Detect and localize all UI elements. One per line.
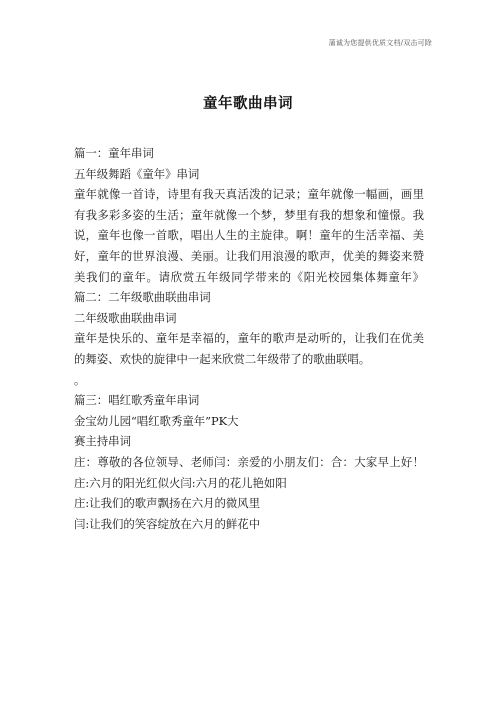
subheading: 金宝幼儿园“唱红歌秀童年”PK大 — [74, 413, 239, 428]
dialogue-line: 庄:让我们的歌声飘扬在六月的微风里 — [74, 496, 261, 511]
document-title: 童年歌曲串词 — [203, 96, 293, 112]
subheading: 二年级歌曲联曲串词 — [74, 310, 177, 325]
document-body — [74, 143, 424, 534]
paragraph-line: 童年就像一首诗，诗里有我天真活泼的记录；童年就像一幅画，画里 — [74, 187, 424, 202]
paragraph-line: 美我们的童年。请欣赏五年级同学带来的《阳光校园集体舞童年》 — [74, 269, 424, 284]
subheading: 赛主持串词 — [74, 434, 131, 449]
section-heading-1: 篇一：童年串词 — [74, 146, 154, 160]
paragraph-line: 有我多彩多姿的生活；童年就像一个梦，梦里有我的想象和憧憬。我 — [74, 207, 424, 222]
dialogue-line: 庄:六月的阳光红似火闫:六月的花儿艳如阳 — [74, 475, 287, 490]
paragraph-line: 好，童年的世界浪漫、美丽。让我们用浪漫的歌声，优美的舞姿来赞 — [74, 248, 424, 263]
subheading: 五年级舞蹈《童年》串词 — [74, 166, 200, 181]
section-heading-2: 篇二：二年级歌曲联曲串词 — [74, 290, 211, 305]
paragraph-line: 说，童年也像一首歌，唱出人生的主旋律。啊！童年的生活幸福、美 — [74, 228, 424, 243]
dialogue-line: 庄：尊敬的各位领导、老师闫：亲爱的小朋友们：合：大家早上好！ — [74, 454, 424, 469]
paragraph-line: 的舞姿、欢快的旋律中一起来欣赏二年级带了的歌曲联唱。 — [74, 351, 371, 366]
dialogue-line: 闫:让我们的笑容绽放在六月的鲜花中 — [74, 516, 261, 531]
paragraph-line: 童年是快乐的、童年是幸福的，童年的歌声是动听的，让我们在优美 — [74, 331, 424, 346]
section-heading-3: 篇三：唱红歌秀童年串词 — [74, 393, 200, 408]
paragraph-line: 。 — [74, 372, 86, 387]
header-watermark: 蒲诚为您提供优质文档/双击可除 — [328, 39, 432, 47]
